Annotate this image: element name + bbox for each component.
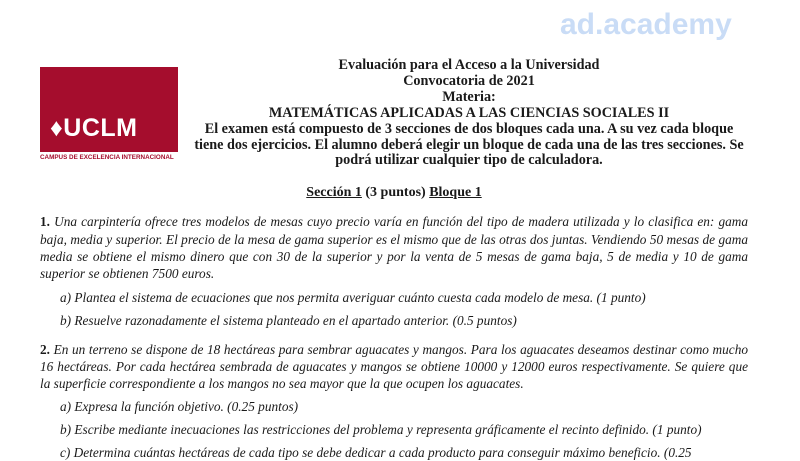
- question-2-part-c: c) Determina cuántas hectáreas de cada tipo se debe dedicar a cada producto para conseguir máximo beneficio. (0.25: [60, 445, 692, 461]
- question-1-part-b: b) Resuelve razonadamente el sistema planteado en el apartado anterior. (0.5 puntos): [60, 312, 517, 328]
- header-line-3: Materia:: [442, 88, 496, 105]
- uclm-logo: [40, 67, 178, 152]
- block-name: Bloque 1: [429, 185, 482, 201]
- question-text: Una carpintería ofrece tres modelos de mesas cuyo precio varía en función del tipo de madera utilizada y lo clasifica en: gama baja, media y superior. El precio de la mesa de gama superior es el mismo que de las otras dos juntas. Vendiendo 50 mesas de gama media se obtiene el mismo dinero que con 30 de la superior y por la venta de 5 mesas de gama baja, 5 de media y 10 de gama superior se obtienen 7500 euros.: [40, 214, 748, 282]
- logo-caption: CAMPUS DE EXCELENCIA INTERNACIONAL: [40, 154, 174, 161]
- instructions: El examen está compuesto de 3 secciones de dos bloques cada una. A su vez cada bloque tiene dos ejercicios. El alumno deberá elegir un bloque de cada una de las tres secciones. Se podrá utilizar cualquier tipo de calculadora.: [194, 120, 744, 169]
- question-2: [40, 341, 748, 393]
- subject-title: MATEMÁTICAS APLICADAS A LAS CIENCIAS SOCIALES II: [268, 104, 670, 121]
- question-number: 2.: [40, 341, 50, 357]
- header-line-2: Convocatoria de 2021: [403, 72, 535, 89]
- watermark: ad.academy: [560, 8, 732, 41]
- exam-page: [40, 58, 748, 461]
- question-1: [40, 213, 748, 282]
- exam-header: [190, 58, 748, 169]
- exam-top: [40, 58, 748, 169]
- section-name: Sección 1: [306, 185, 362, 201]
- question-1-part-a: a) Plantea el sistema de ecuaciones que nos permita averiguar cuánto cuesta cada modelo de mesa. (1 punto): [60, 289, 646, 305]
- section-heading: [40, 185, 748, 201]
- question-text: En un terreno se dispone de 18 hectáreas para sembrar aguacates y mangos. Para los aguacates deseamos destinar como mucho 16 hectáreas. Por cada hectárea sembrada de aguacates y mangos se obtiene 10000 y 12000 euros respectivamente. Se quiere que la superficie correspondiente a los mangos no sea mayor que la que ocupen los aguacates.: [40, 341, 749, 392]
- question-number: 1.: [40, 214, 50, 230]
- header-line-1: Evaluación para el Acceso a la Universidad: [338, 57, 600, 73]
- logo-block: [40, 67, 180, 161]
- question-2-part-a: a) Expresa la función objetivo. (0.25 puntos): [60, 399, 299, 415]
- logo-text: ♦UCLM: [50, 114, 138, 142]
- section-points: (3 puntos): [365, 185, 426, 201]
- question-2-part-b: b) Escribe mediante inecuaciones las restricciones del problema y representa gráficamente el recinto definido. (1 punto): [60, 422, 702, 438]
